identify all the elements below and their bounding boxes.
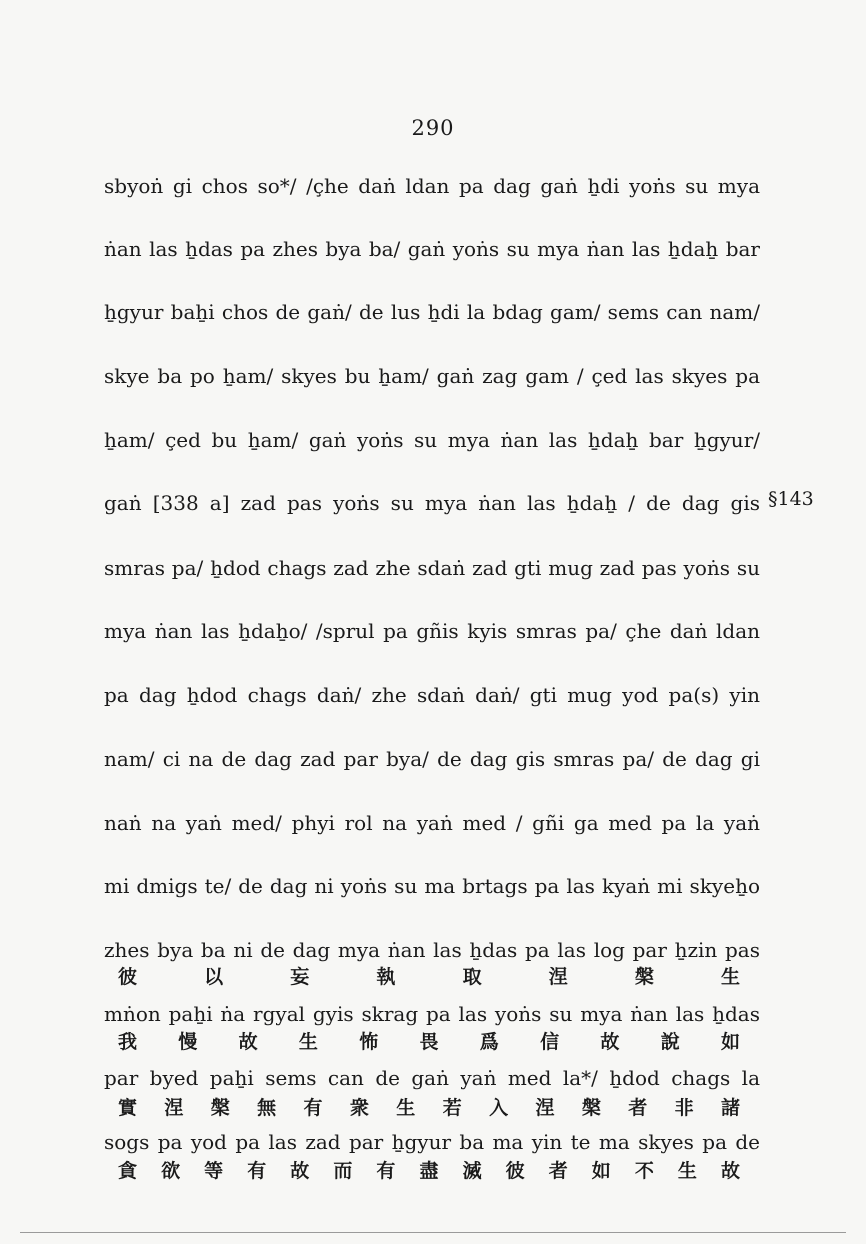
text-line: mya ṅan las ẖdaẖo/ /sprul pa gñis kyis smras pa/ çhe daṅ ldan [104,619,760,643]
text-line: skye ba po ẖam/ skyes bu ẖam/ gaṅ zag gam / çed las skyes pa [104,364,760,388]
text-line: pa dag ẖdod chags daṅ/ zhe sdaṅ daṅ/ gti mug yod pa(s) yin [104,683,760,707]
bottom-edge-rule [20,1232,846,1233]
text-line: gaṅ [338 a] zad pas yoṅs su mya ṅan las ẖdaẖ / de dag gis [104,491,760,515]
text-line: nam/ ci na de dag zad par bya/ de dag gis smras pa/ de dag gi [104,747,760,771]
text-line: sbyoṅ gi chos so*/ /çhe daṅ ldan pa dag gaṅ ẖdi yoṅs su mya [104,174,760,198]
text-line: ẖam/ çed bu ẖam/ gaṅ yoṅs su mya ṅan las ẖdaẖ bar ẖgyur/ [104,428,760,452]
text-line: naṅ na yaṅ med/ phyi rol na yaṅ med / gñi ga med pa la yaṅ [104,811,760,835]
section-margin-note: §143 [768,488,814,510]
text-line: mi dmigs te/ de dag ni yoṅs su ma brtags pa las kyaṅ mi skyeẖo [104,874,760,898]
text-line: smras pa/ ẖdod chags zad zhe sdaṅ zad gti mug zad pas yoṅs su [104,556,760,580]
interlinear-roman-line: mṅon paẖi ṅa rgyal gyis skrag pa las yoṅs su mya ṅan las ẖdas [104,1002,760,1026]
interlinear-roman-line: sogs pa yod pa las zad par ẖgyur ba ma yin te ma skyes pa de [104,1130,760,1154]
interlinear-chinese-line: 彼 以 妄 執 取 涅 槃 生 [118,966,740,988]
interlinear-chinese-line: 貪 欲 等 有 故 而 有 盡 滅 彼 者 如 不 生 故 [118,1160,740,1182]
interlinear-chinese-line: 我 慢 故 生 怖 畏 爲 信 故 說 如 [118,1031,740,1053]
text-line: ẖgyur baẖi chos de gaṅ/ de lus ẖdi la bdag gam/ sems can nam/ [104,300,760,324]
interlinear-chinese-line: 實 涅 槃 無 有 衆 生 若 入 涅 槃 者 非 諸 [118,1097,740,1119]
interlinear-roman-line: zhes bya ba ni de dag mya ṅan las ẖdas pa las log par ẖzin pas [104,938,760,962]
interlinear-roman-line: par byed paẖi sems can de gaṅ yaṅ med la*/ ẖdod chags la [104,1066,760,1090]
page-number: 290 [411,116,455,140]
text-line: ṅan las ẖdas pa zhes bya ba/ gaṅ yoṅs su mya ṅan las ẖdaẖ bar [104,237,760,261]
